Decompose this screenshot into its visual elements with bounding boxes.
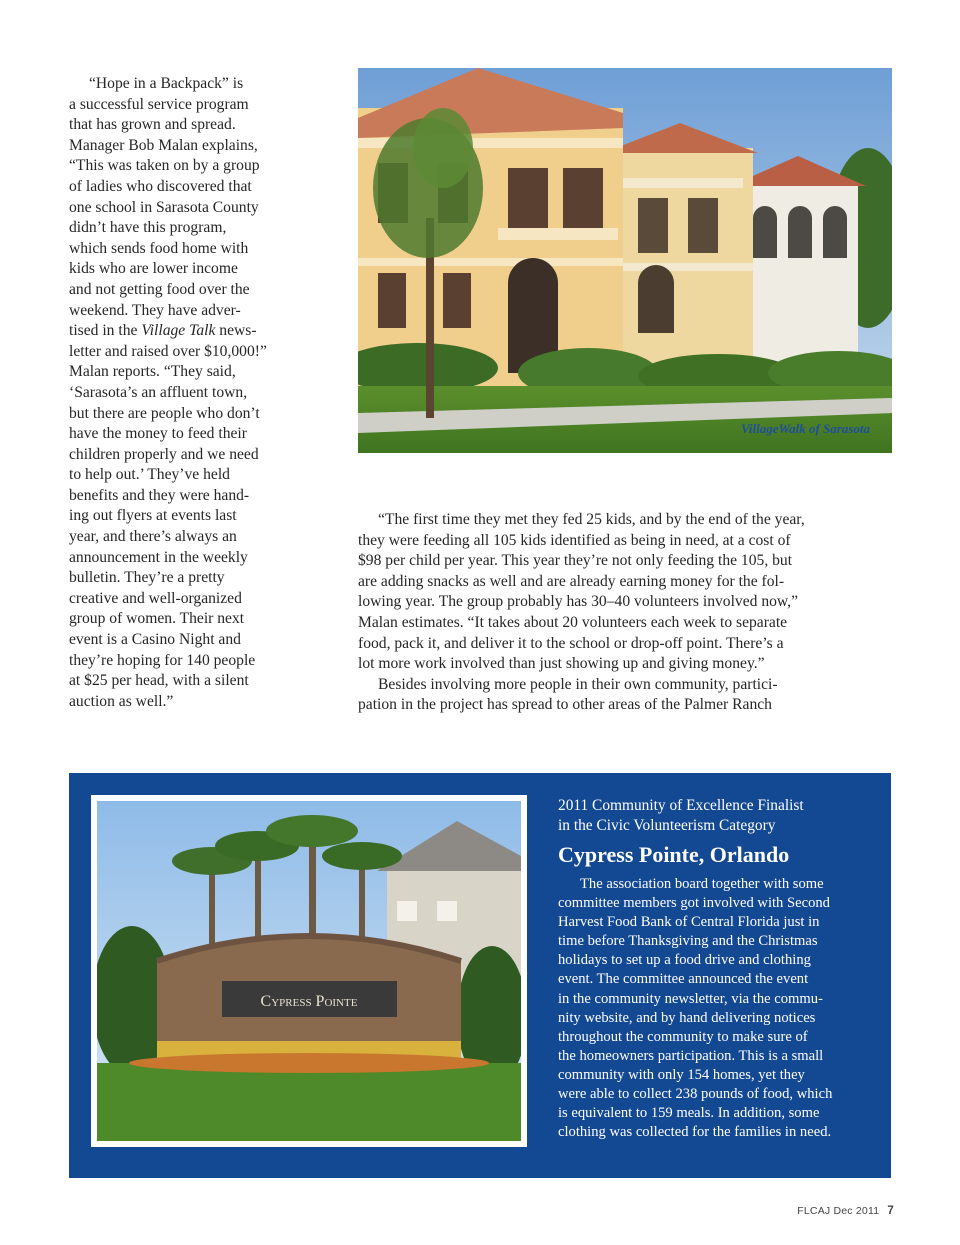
- text-line: benefits and they were hand-: [69, 486, 250, 504]
- text-line: lot more work involved than just showing up and giving money.”: [358, 655, 765, 673]
- text-line: were able to collect 238 pounds of food, which: [558, 1086, 833, 1103]
- text-line: event. The committee announced the event: [558, 971, 809, 988]
- text-line: one school in Sarasota County: [69, 198, 259, 216]
- text-line: and not getting food over the: [69, 280, 250, 298]
- text-line: bulletin. They’re a pretty: [69, 569, 225, 587]
- text-line: creative and well-organized: [69, 589, 242, 607]
- text-line: “The first time they met they fed 25 kids, and by the end of the year,: [378, 511, 805, 528]
- text-line: committee members got involved with Second: [558, 895, 830, 912]
- entrance-sign-illustration: [97, 801, 521, 1141]
- page-number: 7: [887, 1205, 894, 1217]
- text-line: have the money to feed their: [69, 425, 247, 443]
- photo-caption: VillageWalk of Sarasota: [740, 421, 870, 436]
- publication-title-italic: Village Talk: [141, 322, 216, 340]
- text-line: at $25 per head, with a silent: [69, 672, 249, 690]
- text-line: the homeowners participation. This is a small: [558, 1047, 824, 1064]
- publication-name: FLCAJ: [797, 1205, 831, 1217]
- text-line: they were feeding all 105 kids identified as being in need, at a cost of: [358, 531, 791, 549]
- page-folio: [797, 1205, 894, 1217]
- townhouse-illustration: [358, 68, 892, 453]
- right-column-paragraph-1: [358, 510, 868, 675]
- text-line: in the community newsletter, via the commu-: [558, 990, 823, 1007]
- text-line: but there are people who don’t: [69, 404, 260, 422]
- text-line: nity website, and by hand delivering notices: [558, 1009, 816, 1026]
- text-line: Besides involving more people in their own community, partici-: [378, 675, 778, 693]
- left-column-paragraph: [69, 74, 297, 712]
- text-line: food, pack it, and deliver it to the school or drop-off point. There’s a: [358, 634, 784, 652]
- villagewalk-photo: [358, 68, 892, 453]
- text-line: they’re hoping for 140 people: [69, 651, 256, 669]
- text-line: children properly and we need: [69, 445, 259, 463]
- text-line: “Hope in a Backpack” is: [89, 75, 244, 92]
- text-line: letter and raised over $10,000!”: [69, 342, 267, 360]
- entrance-sign-text: Cypress Pointe: [260, 993, 358, 1010]
- text-line: “This was taken on by a group: [69, 157, 260, 175]
- text-line: Malan estimates. “It takes about 20 volunteers each week to separate: [358, 613, 788, 631]
- text-line: time before Thanksgiving and the Christmas: [558, 933, 818, 950]
- award-kicker: [558, 796, 868, 835]
- left-column-article: [69, 74, 297, 712]
- feature-title: Cypress Pointe, Orlando: [558, 842, 790, 867]
- text-line: $98 per child per year. This year they’re not only feeding the 105, but: [358, 552, 793, 570]
- text-line: are adding snacks as well and are already earning money for the fol-: [358, 572, 785, 590]
- text-line: which sends food home with: [69, 239, 249, 257]
- text-line: Manager Bob Malan explains,: [69, 136, 258, 154]
- feature-body: [558, 875, 868, 1142]
- issue-date: Dec 2011: [833, 1205, 880, 1217]
- community-feature-box: [69, 773, 891, 1178]
- text-line: to help out.’ They’ve held: [69, 466, 230, 484]
- text-line: of ladies who discovered that: [69, 177, 252, 195]
- text-line: tised in the Village Talk news-: [69, 322, 257, 340]
- kicker-line: 2011 Community of Excellence Finalist: [558, 797, 804, 814]
- text-line: group of women. Their next: [69, 610, 245, 628]
- text-line: is equivalent to 159 meals. In addition, some: [558, 1105, 820, 1122]
- right-column-article: [358, 510, 868, 716]
- text-line: a successful service program: [69, 95, 249, 113]
- text-line: community with only 154 homes, yet they: [558, 1066, 805, 1083]
- text-line: holidays to set up a food drive and clothing: [558, 952, 811, 969]
- text-line: throughout the community to make sure of: [558, 1028, 808, 1045]
- text-line: kids who are lower income: [69, 260, 238, 278]
- right-column-paragraph-2: [358, 675, 868, 716]
- text-line: The association board together with some: [580, 876, 824, 892]
- text-line: announcement in the weekly: [69, 548, 248, 566]
- text-line: didn’t have this program,: [69, 219, 227, 237]
- kicker-line: in the Civic Volunteerism Category: [558, 816, 776, 834]
- text-line: Harvest Food Bank of Central Florida just in: [558, 914, 820, 931]
- text-line: year, and there’s always an: [69, 528, 237, 546]
- text-line: ing out flyers at events last: [69, 507, 237, 525]
- cypress-pointe-photo: [91, 795, 527, 1147]
- text-line: pation in the project has spread to other areas of the Palmer Ranch: [358, 696, 772, 714]
- feature-text: [558, 796, 868, 1142]
- text-line: lowing year. The group probably has 30–40 volunteers involved now,”: [358, 593, 799, 611]
- text-line: clothing was collected for the families in need.: [558, 1124, 832, 1141]
- text-line: event is a Casino Night and: [69, 631, 241, 649]
- text-line: that has grown and spread.: [69, 116, 236, 134]
- text-line: weekend. They have adver-: [69, 301, 241, 319]
- text-line: ‘Sarasota’s an affluent town,: [69, 383, 248, 401]
- text-line: auction as well.”: [69, 692, 174, 710]
- text-line: Malan reports. “They said,: [69, 363, 236, 381]
